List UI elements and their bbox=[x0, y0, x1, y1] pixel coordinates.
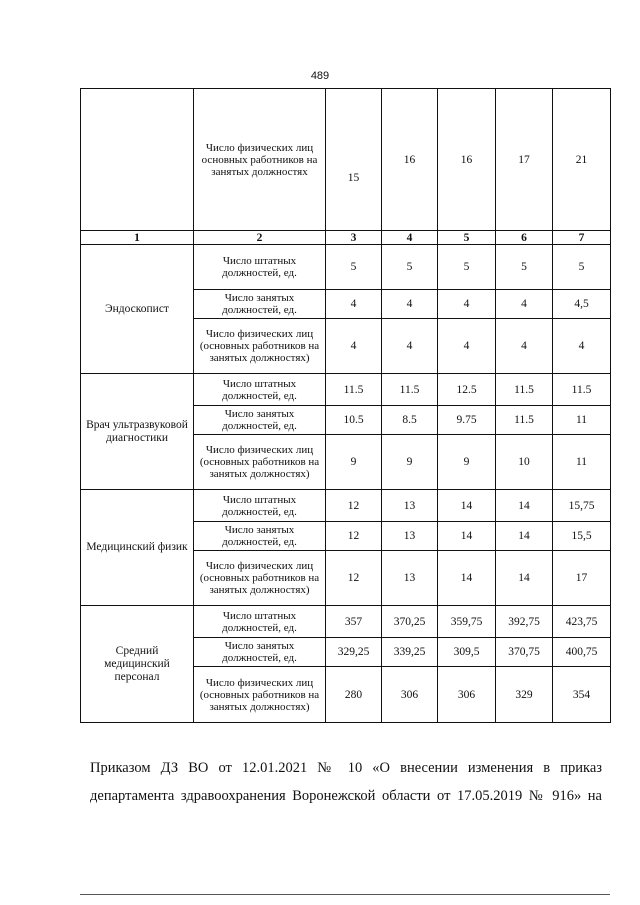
cell-value: 309,5 bbox=[438, 638, 496, 667]
cell-value: 4 bbox=[553, 319, 611, 374]
group-name: Медицинский физик bbox=[81, 490, 194, 606]
cell-value: 14 bbox=[438, 551, 496, 606]
cell-value: 5 bbox=[326, 245, 382, 290]
staffing-table bbox=[80, 88, 611, 723]
row-label: Число занятых должностей, ед. bbox=[194, 638, 326, 667]
cell-value: 13 bbox=[382, 490, 438, 522]
cell-value: 11 bbox=[553, 406, 611, 435]
cell-value: 4 bbox=[382, 290, 438, 319]
cell-value: 9 bbox=[438, 435, 496, 490]
cell-value: 12 bbox=[326, 490, 382, 522]
cell-value: 5 bbox=[438, 245, 496, 290]
empty-cell bbox=[81, 89, 194, 231]
row-label: Число штатных должностей, ед. bbox=[194, 245, 326, 290]
row-label: Число штатных должностей, ед. bbox=[194, 490, 326, 522]
row-label: Число физических лиц (основных работников на занятых должностях) bbox=[194, 435, 326, 490]
column-number: 2 bbox=[194, 231, 326, 245]
cell-value: 400,75 bbox=[553, 638, 611, 667]
cell-value: 4 bbox=[496, 290, 553, 319]
cell-value: 4 bbox=[438, 290, 496, 319]
cell-value: 14 bbox=[438, 522, 496, 551]
column-number-row bbox=[81, 231, 611, 245]
cell-value: 11.5 bbox=[496, 406, 553, 435]
cell-value: 423,75 bbox=[553, 606, 611, 638]
table-row bbox=[81, 245, 611, 290]
cell-value: 16 bbox=[382, 89, 438, 231]
cell-value: 11.5 bbox=[326, 374, 382, 406]
row-label: Число занятых должностей, ед. bbox=[194, 406, 326, 435]
cell-value: 21 bbox=[553, 89, 611, 231]
table-row bbox=[81, 374, 611, 406]
column-number: 3 bbox=[326, 231, 382, 245]
cell-value: 5 bbox=[382, 245, 438, 290]
cell-value: 4 bbox=[496, 319, 553, 374]
row-label: Число штатных должностей, ед. bbox=[194, 606, 326, 638]
cell-value: 15,75 bbox=[553, 490, 611, 522]
cell-value: 354 bbox=[553, 667, 611, 723]
cell-value: 5 bbox=[553, 245, 611, 290]
paragraph-line: Приказом ДЗ ВО от 12.01.2021 № 10 «О внесении изменения в приказ bbox=[90, 760, 602, 776]
row-label: Число физических лиц (основных работников на занятых должностях) bbox=[194, 551, 326, 606]
cell-value: 370,25 bbox=[382, 606, 438, 638]
cell-value: 4,5 bbox=[553, 290, 611, 319]
cell-value: 14 bbox=[496, 522, 553, 551]
cell-value: 357 bbox=[326, 606, 382, 638]
cell-value: 11.5 bbox=[496, 374, 553, 406]
cell-value: 4 bbox=[326, 290, 382, 319]
cell-value: 15 bbox=[326, 89, 382, 231]
row-label: Число физических лиц (основных работников на занятых должностях) bbox=[194, 667, 326, 723]
row-label: Число штатных должностей, ед. bbox=[194, 374, 326, 406]
group-name: Средний медицинский персонал bbox=[81, 606, 194, 723]
page-number: 489 bbox=[310, 70, 330, 82]
column-number: 7 bbox=[553, 231, 611, 245]
cell-value: 12.5 bbox=[438, 374, 496, 406]
cell-value: 306 bbox=[382, 667, 438, 723]
cell-value: 4 bbox=[382, 319, 438, 374]
cell-value: 10 bbox=[496, 435, 553, 490]
footer-divider bbox=[80, 894, 610, 895]
cell-value: 14 bbox=[496, 490, 553, 522]
cell-value: 13 bbox=[382, 551, 438, 606]
cell-value: 14 bbox=[496, 551, 553, 606]
cell-value: 11.5 bbox=[382, 374, 438, 406]
row-label: Число занятых должностей, ед. bbox=[194, 290, 326, 319]
cell-value: 9 bbox=[326, 435, 382, 490]
row-label: Число физических лиц (основных работников на занятых должностях) bbox=[194, 319, 326, 374]
cell-value: 4 bbox=[326, 319, 382, 374]
cell-value: 4 bbox=[438, 319, 496, 374]
cell-value: 329 bbox=[496, 667, 553, 723]
row-label: Число физических лиц основных работников на занятых должностях bbox=[194, 89, 326, 231]
cell-value: 359,75 bbox=[438, 606, 496, 638]
cell-value: 16 bbox=[438, 89, 496, 231]
group-name: Врач ультразвуковой диагностики bbox=[81, 374, 194, 490]
column-number: 1 bbox=[81, 231, 194, 245]
cell-value: 10.5 bbox=[326, 406, 382, 435]
cell-value: 11 bbox=[553, 435, 611, 490]
column-number: 6 bbox=[496, 231, 553, 245]
cell-value: 392,75 bbox=[496, 606, 553, 638]
row-label: Число занятых должностей, ед. bbox=[194, 522, 326, 551]
paragraph-line: департамента здравоохранения Воронежской области от 17.05.2019 № 916» на bbox=[90, 788, 602, 804]
cell-value: 17 bbox=[496, 89, 553, 231]
cell-value: 11.5 bbox=[553, 374, 611, 406]
table-row bbox=[81, 606, 611, 638]
group-name: Эндоскопист bbox=[81, 245, 194, 374]
cell-value: 9.75 bbox=[438, 406, 496, 435]
cell-value: 329,25 bbox=[326, 638, 382, 667]
column-number: 5 bbox=[438, 231, 496, 245]
table-row-top bbox=[81, 89, 611, 231]
cell-value: 15,5 bbox=[553, 522, 611, 551]
column-number: 4 bbox=[382, 231, 438, 245]
cell-value: 12 bbox=[326, 551, 382, 606]
cell-value: 9 bbox=[382, 435, 438, 490]
cell-value: 8.5 bbox=[382, 406, 438, 435]
cell-value: 5 bbox=[496, 245, 553, 290]
cell-value: 13 bbox=[382, 522, 438, 551]
cell-value: 12 bbox=[326, 522, 382, 551]
cell-value: 280 bbox=[326, 667, 382, 723]
table-row bbox=[81, 490, 611, 522]
cell-value: 14 bbox=[438, 490, 496, 522]
cell-value: 339,25 bbox=[382, 638, 438, 667]
cell-value: 17 bbox=[553, 551, 611, 606]
cell-value: 370,75 bbox=[496, 638, 553, 667]
cell-value: 306 bbox=[438, 667, 496, 723]
